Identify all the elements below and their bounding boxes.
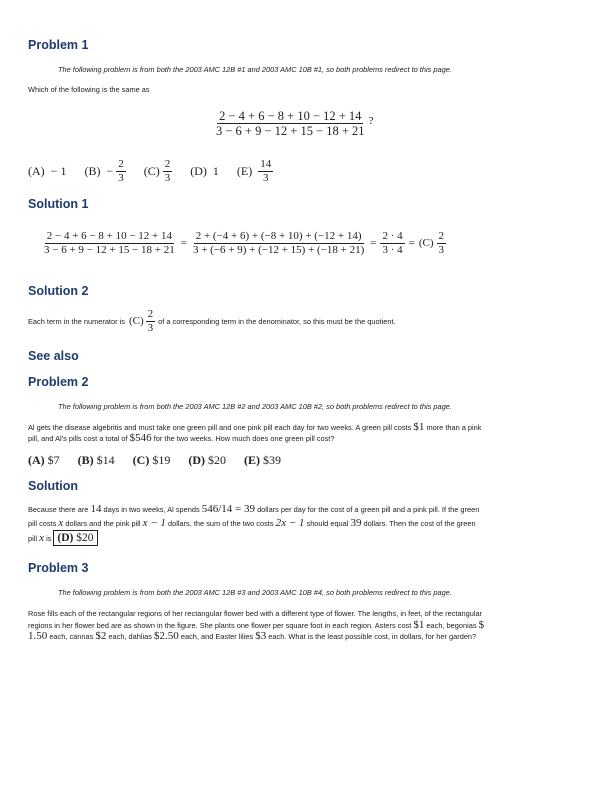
see-also-heading: See also xyxy=(28,349,79,363)
choice-value: 1 xyxy=(212,163,219,178)
choice-value: $19 xyxy=(152,453,171,467)
choice-label: (C) xyxy=(143,163,160,178)
problem-3-question xyxy=(28,608,574,643)
text-segment: of a corresponding term in the denominator, so this must be the quotient. xyxy=(158,316,396,326)
choice-value: $7 xyxy=(47,453,60,467)
fraction-numerator: 2 − 4 + 6 − 8 + 10 − 12 + 14 xyxy=(46,230,172,242)
fraction-denominator: 3 xyxy=(438,243,445,256)
text-segment: dollars. Then the cost of the green xyxy=(363,518,476,528)
problem-2-question xyxy=(28,422,574,444)
answer-value: $20 xyxy=(76,532,94,544)
text-segment: each, begonias xyxy=(426,620,477,630)
choice-label: (D) xyxy=(190,163,207,178)
text-segment: each, cannas xyxy=(49,632,94,641)
fraction-numerator: 2 xyxy=(438,230,445,242)
answer-label: (C) xyxy=(418,237,434,250)
solution-1-heading: Solution 1 xyxy=(28,197,89,211)
math-amount: $3 xyxy=(255,630,267,642)
text-segment: dollars per day for the cost of a green pill and a pink pill. If the green xyxy=(257,505,480,514)
solution-heading: Solution xyxy=(28,479,78,493)
fraction-denominator: 3 − 6 + 9 − 12 + 15 − 18 + 21 xyxy=(44,243,175,256)
choice-label: (D) xyxy=(188,453,206,467)
problem-3-heading: Problem 3 xyxy=(28,561,89,575)
choice-label: (B) xyxy=(77,453,94,467)
math-amount: $1 xyxy=(413,421,425,433)
math-expression: 546/14 = 39 xyxy=(201,503,255,515)
choice-value: $39 xyxy=(263,453,282,467)
fraction-denominator: 3 + (−6 + 9) + (−12 + 15) + (−18 + 21) xyxy=(192,243,365,256)
text-segment: each, dahlias xyxy=(108,632,152,641)
choice-label: (B) xyxy=(84,163,101,178)
choice-value: − 1 xyxy=(50,163,67,178)
boxed-answer xyxy=(53,530,97,546)
math-expression: 14 xyxy=(90,503,102,515)
problem-2-heading: Problem 2 xyxy=(28,375,89,389)
problem-1-choices xyxy=(28,158,291,184)
text-segment: Al gets the disease algebritis and must take one green pill and one pink pill each day for two weeks. A green pill costs xyxy=(28,423,412,432)
choice-label: (E) xyxy=(244,453,261,467)
text-segment: Each term in the numerator is xyxy=(28,316,125,326)
choice-sign: − xyxy=(106,163,114,178)
choice-b xyxy=(84,158,125,184)
choice-numerator: 2 xyxy=(164,158,171,170)
choice-b xyxy=(78,453,115,468)
math-amount: 1.50 xyxy=(28,630,48,642)
text-segment: regions in her flower bed are as shown in the figure. She plants one flower per square foot in each region. Asters cost xyxy=(28,620,412,630)
math-amount: $2 xyxy=(95,630,107,642)
fraction-denominator: 3 − 6 + 9 − 12 + 15 − 18 + 21 xyxy=(216,124,365,139)
solution-text xyxy=(28,503,574,530)
question-mark: ? xyxy=(368,114,374,127)
choice-value: $20 xyxy=(208,453,227,467)
choice-e xyxy=(244,453,281,468)
problem-1-question: Which of the following is the same as xyxy=(28,85,150,94)
text-segment: is xyxy=(46,533,52,543)
solution-answer-line xyxy=(28,530,98,546)
solution-2-heading: Solution 2 xyxy=(28,284,89,298)
choice-label: (E) xyxy=(236,163,253,178)
math-amount: $546 xyxy=(129,432,152,445)
math-expression: x xyxy=(39,532,44,544)
fraction-numerator: 2 + (−4 + 6) + (−8 + 10) + (−12 + 14) xyxy=(195,230,362,242)
choice-e xyxy=(237,158,273,184)
text-segment: more than a pink xyxy=(426,423,482,432)
math-expression: x − 1 xyxy=(142,516,166,529)
text-segment: pill costs xyxy=(28,518,57,528)
choice-label: (A) xyxy=(28,163,45,178)
choice-c xyxy=(133,453,171,468)
problem-2-note: The following problem is from both the 2003 AMC 12B #2 and 2003 AMC 10B #2, so both problems redirect to this page. xyxy=(58,402,452,411)
fraction-numerator: 2 · 4 xyxy=(382,230,403,242)
choice-numerator: 14 xyxy=(260,158,272,170)
math-expression: 2x − 1 xyxy=(275,516,305,529)
choice-denominator: 3 xyxy=(118,171,124,184)
text-segment: dollars and the pink pill xyxy=(65,518,141,528)
choice-label: (C) xyxy=(132,453,150,467)
text-segment: Rose fills each of the rectangular regions of her rectangular flower bed with a different type of flower. The lengths, in feet, of the rectangular xyxy=(28,609,483,618)
choice-a xyxy=(28,453,60,468)
answer-label: (C) xyxy=(128,315,144,328)
equals-sign: = xyxy=(408,237,415,250)
problem-1-fraction xyxy=(214,109,367,139)
text-segment: each. What is the least possible cost, in dollars, for her garden? xyxy=(268,632,477,641)
math-expression: 39 xyxy=(350,516,362,529)
choice-denominator: 3 xyxy=(262,171,269,184)
choice-value: $14 xyxy=(96,453,115,467)
fraction-denominator: 3 · 4 xyxy=(382,243,403,256)
choice-d xyxy=(190,164,219,179)
choice-numerator: 2 xyxy=(118,158,124,170)
text-segment: days in two weeks, Al spends xyxy=(103,505,200,514)
problem-3-note: The following problem is from both the 2003 AMC 12B #3 and 2003 AMC 10B #4, so both problems redirect to this page. xyxy=(58,588,452,597)
choice-c xyxy=(144,158,173,184)
text-segment: for the two weeks. How much does one green pill cost? xyxy=(153,434,335,444)
problem-2-choices xyxy=(28,453,299,468)
fraction-numerator: 2 xyxy=(147,308,154,320)
choice-a xyxy=(28,164,66,179)
choice-d xyxy=(188,453,226,468)
problem-1-note: The following problem is from both the 2003 AMC 12B #1 and 2003 AMC 10B #1, so both problems redirect to this page. xyxy=(58,65,452,74)
solution-1-equation xyxy=(42,230,446,256)
equals-sign: = xyxy=(180,237,187,250)
math-amount: $1 xyxy=(413,618,425,631)
math-expression: x xyxy=(58,516,64,529)
problem-1-heading: Problem 1 xyxy=(28,38,89,52)
choice-denominator: 3 xyxy=(164,171,171,184)
text-segment: each, and Easter lilies xyxy=(180,632,254,641)
answer-label: (D) xyxy=(57,532,74,544)
math-amount: $2.50 xyxy=(154,630,179,642)
text-segment: should equal xyxy=(306,518,349,528)
fraction-denominator: 3 xyxy=(147,321,154,334)
equals-sign: = xyxy=(370,237,377,250)
text-segment: dollars, the sum of the two costs xyxy=(167,518,274,528)
choice-label: (A) xyxy=(28,453,45,467)
problem-1-expression xyxy=(214,109,373,139)
text-segment: pill, and Al's pills cost a total of xyxy=(28,434,128,444)
text-segment: Because there are xyxy=(28,505,89,514)
math-amount: $ xyxy=(478,618,485,631)
text-segment: pill xyxy=(28,533,38,543)
fraction-numerator: 2 − 4 + 6 − 8 + 10 − 12 + 14 xyxy=(219,109,362,123)
solution-2-text xyxy=(28,308,396,334)
